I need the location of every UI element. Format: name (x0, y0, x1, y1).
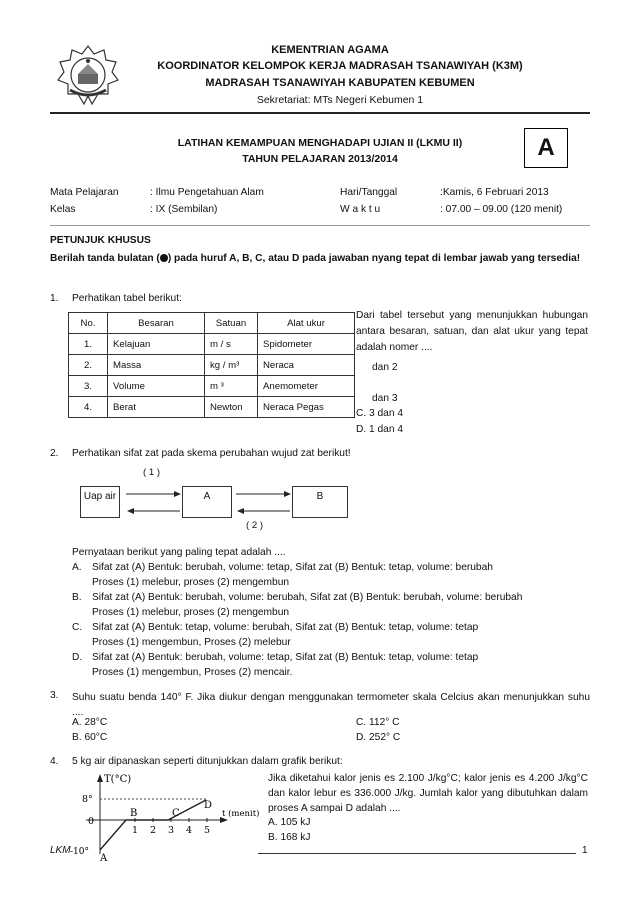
table-header-row (69, 313, 355, 334)
package-box: A (524, 128, 568, 168)
y-tick-zero: 0 (88, 816, 95, 827)
subject-label: Mata Pelajaran (50, 187, 119, 198)
point-c-label: C (172, 808, 180, 819)
point-a-label: A (100, 853, 108, 864)
table-cell: 2. (69, 355, 108, 376)
point-b-label: B (130, 808, 138, 819)
header-divider (50, 112, 590, 114)
header-line3: MADRASAH TSANAWIYAH KABUPATEN KEBUMEN (205, 77, 475, 89)
table-cell: Neraca (258, 355, 355, 376)
table-cell: 1. (69, 334, 108, 355)
q2-option-c-line1: Sifat zat (A) Bentuk: tetap, volume: berubah, Sifat zat (B) Bentuk: tetap, volume: tetap (92, 622, 479, 633)
class-label: Kelas (50, 204, 76, 215)
y-tick-bottom: -10° (70, 847, 89, 857)
instructions-title: PETUNJUK KHUSUS (50, 235, 151, 246)
q2-option-letter: C. (72, 622, 83, 633)
x-tick-label: 5 (204, 825, 211, 836)
q3-option-c: C. 112° C (356, 717, 400, 728)
subject-value: : Ilmu Pengetahuan Alam (150, 187, 264, 198)
q2-option-c-line2: Proses (1) mengembun, Proses (2) melebur (92, 637, 291, 648)
y-axis-label: T(°C) (104, 774, 132, 785)
q2-node-b: B (292, 486, 348, 518)
table-row (69, 376, 355, 397)
q2-stem: Perhatikan sifat zat pada skema perubahan wujud zat berikut! (72, 448, 351, 459)
table-cell: kg / m³ (205, 355, 258, 376)
q2-option-b-line1: Sifat zat (A) Bentuk: berubah, volume: berubah, Sifat zat (B) Bentuk: berubah, volume: berubah (92, 592, 523, 603)
q1-table (68, 312, 355, 418)
table-header: Satuan (205, 313, 258, 334)
table-cell: m / s (205, 334, 258, 355)
q2-node-a: A (182, 486, 232, 518)
exam-title-1: LATIHAN KEMAMPUAN MENGHADAPI UJIAN II (LKMU II) (177, 137, 463, 149)
q1-stem: Perhatikan tabel berikut: (72, 293, 182, 304)
day-label: Hari/Tanggal (340, 187, 398, 198)
q1-option-c: C. 3 dan 4 (356, 408, 404, 419)
x-tick-label: 4 (186, 825, 193, 836)
q2-number: 2. (50, 448, 59, 459)
table-cell: Kelajuan (108, 334, 205, 355)
table-header: Alat ukur (258, 313, 355, 334)
q1-option-b: dan 3 (372, 393, 398, 404)
time-value: : 07.00 – 09.00 (120 menit) (440, 204, 563, 215)
footer-divider (258, 853, 576, 854)
table-cell: Newton (205, 397, 258, 418)
footer-left: LKM (50, 845, 71, 856)
day-value: :Kamis, 6 Februari 2013 (440, 187, 549, 198)
q1-option-a: dan 2 (372, 362, 398, 373)
table-cell: Anemometer (258, 376, 355, 397)
table-cell: Massa (108, 355, 205, 376)
time-label: W a k t u (340, 204, 381, 215)
q2-option-letter: D. (72, 652, 83, 663)
q2-option-a-line2: Proses (1) melebur, proses (2) mengembun (92, 577, 290, 588)
table-cell: Spidometer (258, 334, 355, 355)
table-header: No. (69, 313, 108, 334)
kemenag-logo (56, 44, 120, 106)
table-row (69, 397, 355, 418)
header-line2: KOORDINATOR KELOMPOK KERJA MADRASAH TSANAWIYAH (K3M) (157, 60, 523, 72)
class-value: : IX (Sembilan) (150, 204, 218, 215)
table-cell: 4. (69, 397, 108, 418)
q3-number: 3. (50, 690, 59, 701)
q3-option-d: D. 252° C (356, 732, 401, 743)
y-tick-top: 8° (82, 794, 93, 805)
header-line1: KEMENTRIAN AGAMA (271, 44, 389, 56)
q2-label-2: ( 2 ) (246, 520, 264, 531)
q2-arrows (120, 486, 292, 518)
q4-option-b: B. 168 kJ (268, 832, 311, 843)
q2-label-1: ( 1 ) (143, 467, 161, 478)
q2-option-b-line2: Proses (1) melebur, proses (2) mengembun (92, 607, 290, 618)
instructions-text: Berilah tanda bulatan ( ) pada huruf A, B, C, atau D pada jawaban nyang tepat di lembar jawab yang tersedia! (50, 253, 581, 264)
q4-heating-graph (72, 770, 268, 862)
x-axis-label: t (menit) (222, 809, 260, 819)
q2-option-letter: A. (72, 562, 82, 573)
header-line4: Sekretariat: MTs Negeri Kebumen 1 (256, 94, 424, 106)
q1-option-d: D. 1 dan 4 (356, 424, 404, 435)
x-tick-label: 2 (150, 825, 157, 836)
q3-option-a: A. 28°C (72, 717, 108, 728)
q3-option-b: B. 60°C (72, 732, 108, 743)
table-header: Besaran (108, 313, 205, 334)
filled-circle-icon (160, 254, 168, 262)
x-tick-label: 1 (132, 825, 139, 836)
q2-option-d-line1: Sifat zat (A) Bentuk: berubah, volume: tetap, Sifat zat (B) Bentuk: tetap, volume: tetap (92, 652, 479, 663)
q2-option-a-line1: Sifat zat (A) Bentuk: berubah, volume: tetap, Sifat zat (B) Bentuk: tetap, volume: berubah (92, 562, 493, 573)
q2-option-letter: B. (72, 592, 82, 603)
q4-question: Jika diketahui kalor jenis es 2.100 J/kg°C; kalor jenis es 4.200 J/kg°C dan kalor lebur es 336.000 J/kg. Jumlah kalor yang dibutuhkan dalam proses A sampai D adalah .... (268, 773, 588, 814)
q4-stem: 5 kg air dipanaskan seperti ditunjukkan dalam grafik berikut: (72, 756, 343, 767)
q2-question: Pernyataan berikut yang paling tepat adalah .... (72, 547, 286, 558)
table-row (69, 355, 355, 376)
table-cell: 3. (69, 376, 108, 397)
info-divider (50, 225, 590, 226)
y-axis-arrow (97, 774, 103, 782)
table-cell: Berat (108, 397, 205, 418)
exam-title-2: TAHUN PELAJARAN 2013/2014 (242, 153, 398, 165)
point-d-label: D (204, 800, 213, 811)
q3-stem: Suhu suatu benda 140° F. Jika diukur dengan menggunakan termometer skala Celcius akan menunjukkan suhu .... (72, 692, 590, 718)
q1-number: 1. (50, 293, 59, 304)
q4-option-a: A. 105 kJ (268, 817, 311, 828)
q1-question: Dari tabel tersebut yang menunjukkan hubungan antara besaran, satuan, dan alat ukur yang tepat adalah nomer .... (356, 310, 588, 353)
q2-option-d-line2: Proses (1) mengembun, Proses (2) mencair. (92, 667, 293, 678)
table-row (69, 334, 355, 355)
table-cell: Neraca Pegas (258, 397, 355, 418)
q4-number: 4. (50, 756, 59, 767)
table-cell: Volume (108, 376, 205, 397)
page-number: 1 (582, 845, 588, 856)
table-cell: m ³ (205, 376, 258, 397)
q2-node-vapor: Uap air (80, 486, 120, 518)
x-tick-label: 3 (168, 825, 175, 836)
